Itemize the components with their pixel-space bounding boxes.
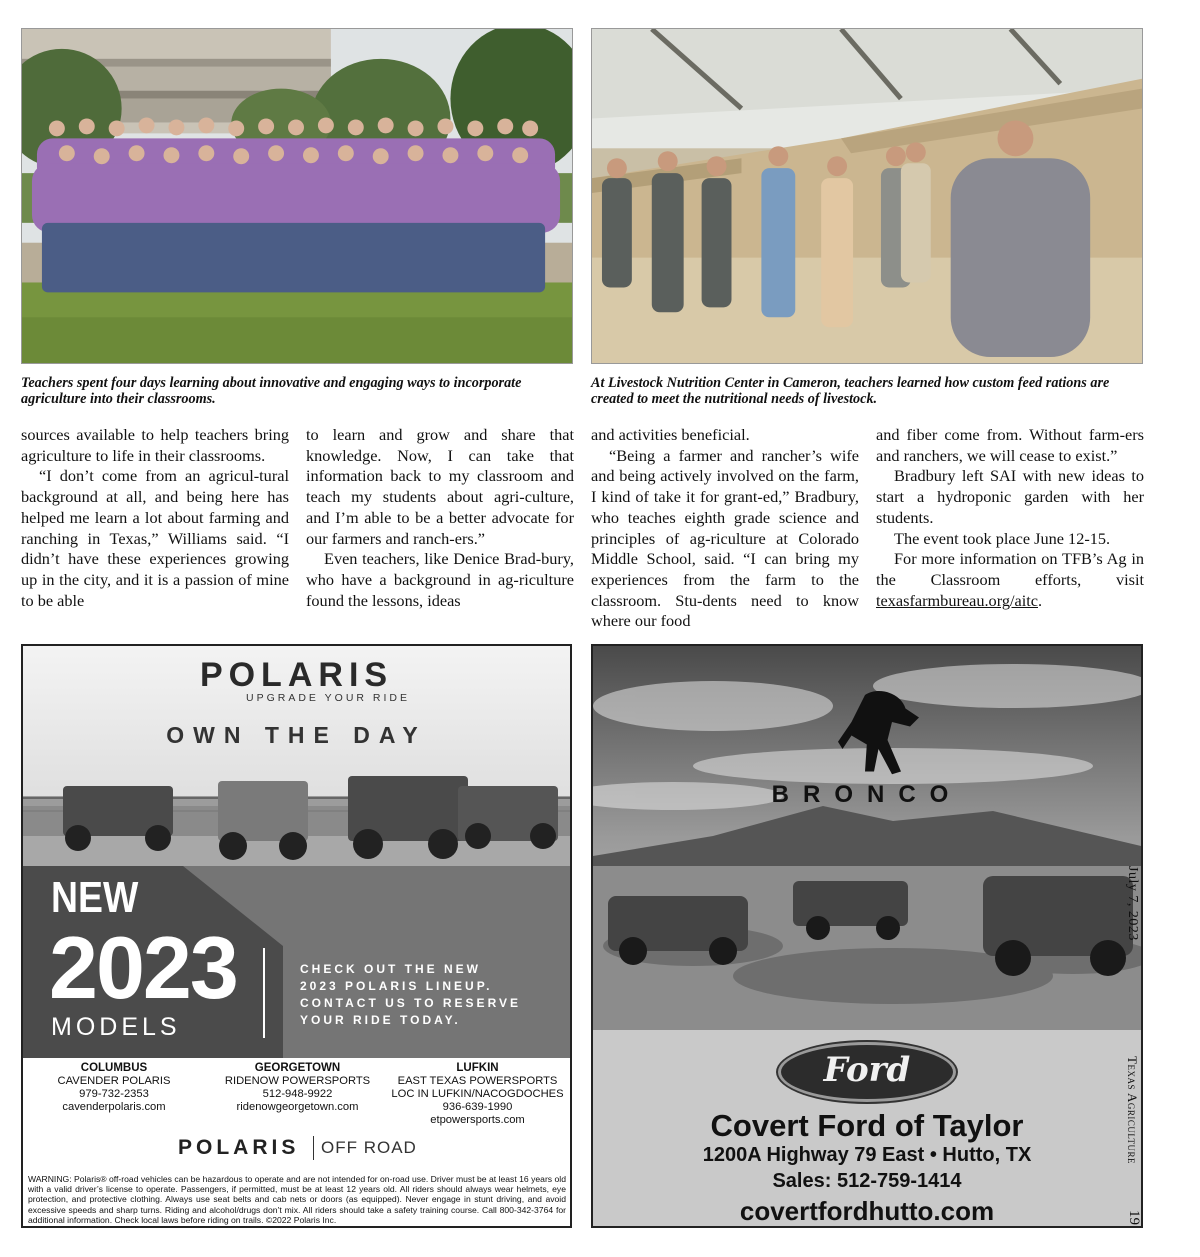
paragraph: “I don’t come from an agricul-tural background at all, and being here has helped me learn a lot about farming and ranching in Texas,” Williams said. “I didn’t have these experiences growing up in the city, and it is a passion of mine to be able	[21, 466, 289, 610]
dealer-phone: 512-948-9922	[262, 1088, 333, 1100]
dealer-line: EAST TEXAS POWERSPORTS	[397, 1075, 558, 1087]
dealer-line: LOC IN LUFKIN/NACOGDOCHES	[391, 1088, 564, 1100]
paragraph: Even teachers, like Denice Brad-bury, who have a background in ag-riculture found the lessons, ideas	[306, 549, 574, 610]
article-column-4	[876, 425, 1144, 611]
folio-publication: Texas Agriculture	[1125, 1056, 1140, 1165]
dealer-line: CAVENDER POLARIS	[57, 1075, 171, 1087]
cta-line: YOUR RIDE TODAY.	[300, 1013, 461, 1027]
dealer-city: GEORGETOWN	[254, 1062, 341, 1074]
paragraph	[876, 549, 1144, 611]
dealer-phone: 936-639-1990	[442, 1101, 513, 1113]
divider	[263, 948, 265, 1038]
cta-line: CONTACT US TO RESERVE	[300, 996, 522, 1010]
polaris-footer-logo: POLARIS	[178, 1136, 300, 1159]
polaris-footer-sub: OFF ROAD	[321, 1138, 417, 1157]
article-column-2	[306, 425, 574, 611]
bronco-photo	[593, 646, 1141, 1030]
ford-oval-logo	[778, 1042, 956, 1102]
paragraph: and activities beneficial.	[591, 425, 750, 444]
polaris-tagline: UPGRADE YOUR RIDE	[246, 692, 410, 704]
footer-divider	[313, 1136, 314, 1160]
dealer-website: ridenowgeorgetown.com	[236, 1101, 359, 1113]
paragraph: sources available to help teachers bring agriculture to life in their classrooms.	[21, 425, 289, 465]
ford-oval-text: Ford	[823, 1050, 911, 1090]
right-photo-caption: At Livestock Nutrition Center in Cameron, teachers learned how custom feed rations are created to meet the nutritional needs of livestock.	[591, 375, 1110, 407]
visit-text: For more information on TFB’s Ag in the Classroom efforts, visit	[876, 549, 1144, 589]
cta-line: 2023 POLARIS LINEUP.	[300, 979, 493, 993]
article-column-3	[591, 425, 859, 632]
polaris-warning: WARNING: Polaris® off-road vehicles can be hazardous to operate and are not intended for on-road use. Driver must be at least 16 years old with a valid driver’s license to operate. Passengers, if permitted, must be at least 12 years old. All riders should always wear helmets, eye protection, and protective clothing. Always use seat belts and cab nets or doors (as equipped). Never engage in stunt driving, and avoid excessive speeds and sharp turns. Riding and alcohol/drugs don’t mix. All riders should take a safety training course. Call 800-342-3764 for additional information. Check local laws before riding on trails. ©2022 Polaris Inc.	[28, 1174, 566, 1225]
dealer-city: COLUMBUS	[80, 1062, 148, 1074]
aitc-link[interactable]: texasfarmbureau.org/aitc	[876, 590, 1038, 610]
paragraph: “Being a farmer and rancher’s wife and being actively involved on the farm, I kind of take it for grant-ed,” Bradbury, who teaches eighth grade science and principles of ag-riculture at Colorado Middle School, said. “I can bring my experiences from the farm to the classroom. Stu-dents need to know where our food	[591, 445, 859, 631]
folio-date: July 7, 2023	[1125, 866, 1140, 941]
dealer-lufkin	[385, 1062, 570, 1127]
paragraph: and fiber come from. Without farm-ers and ranchers, we will cease to exist.”	[876, 425, 1144, 465]
link-period: .	[1038, 590, 1043, 610]
teachers-group-photo	[21, 28, 573, 364]
ford-ad[interactable]	[591, 644, 1143, 1228]
dealer-city: LUFKIN	[456, 1062, 499, 1074]
new-label: NEW	[51, 873, 139, 922]
dealer-line: RIDENOW POWERSPORTS	[224, 1075, 371, 1087]
dealer-website: cavenderpolaris.com	[62, 1101, 166, 1113]
dealer-sales-phone: Sales: 512-759-1414	[772, 1170, 962, 1192]
polaris-cta	[300, 961, 521, 1029]
polaris-logo: POLARIS	[199, 656, 394, 694]
page-number: 19	[1126, 1210, 1142, 1225]
cta-line: CHECK OUT THE NEW	[300, 962, 481, 976]
dealer-phone: 979-732-2353	[79, 1088, 149, 1100]
year-label: 2023	[49, 918, 237, 1017]
livestock-nutrition-photo	[591, 28, 1143, 364]
paragraph: to learn and grow and share that knowledge. Now, I can take that information back to my classroom and teach my students about agri-culture, and I’m able to be a better advocate for our farmers and ranch-ers.”	[306, 425, 574, 548]
dealer-columbus	[28, 1062, 200, 1114]
dealer-website[interactable]: covertfordhutto.com	[739, 1196, 995, 1226]
polaris-headline: OWN THE DAY	[166, 722, 427, 748]
models-label: MODELS	[51, 1013, 181, 1041]
dealer-georgetown	[210, 1062, 385, 1114]
paragraph: The event took place June 12-15.	[894, 528, 1111, 548]
bronco-wordmark: BRONCO	[771, 781, 963, 808]
dealer-website: etpowersports.com	[430, 1114, 525, 1126]
paragraph: Bradbury left SAI with new ideas to start a hydroponic garden with her students.	[876, 466, 1144, 527]
article-column-1	[21, 425, 289, 611]
dealer-address: 1200A Highway 79 East • Hutto, TX	[702, 1144, 1032, 1166]
left-photo-caption: Teachers spent four days learning about innovative and engaging ways to incorporate agriculture into their classrooms.	[21, 375, 522, 407]
dealer-name: Covert Ford of Taylor	[710, 1108, 1024, 1143]
